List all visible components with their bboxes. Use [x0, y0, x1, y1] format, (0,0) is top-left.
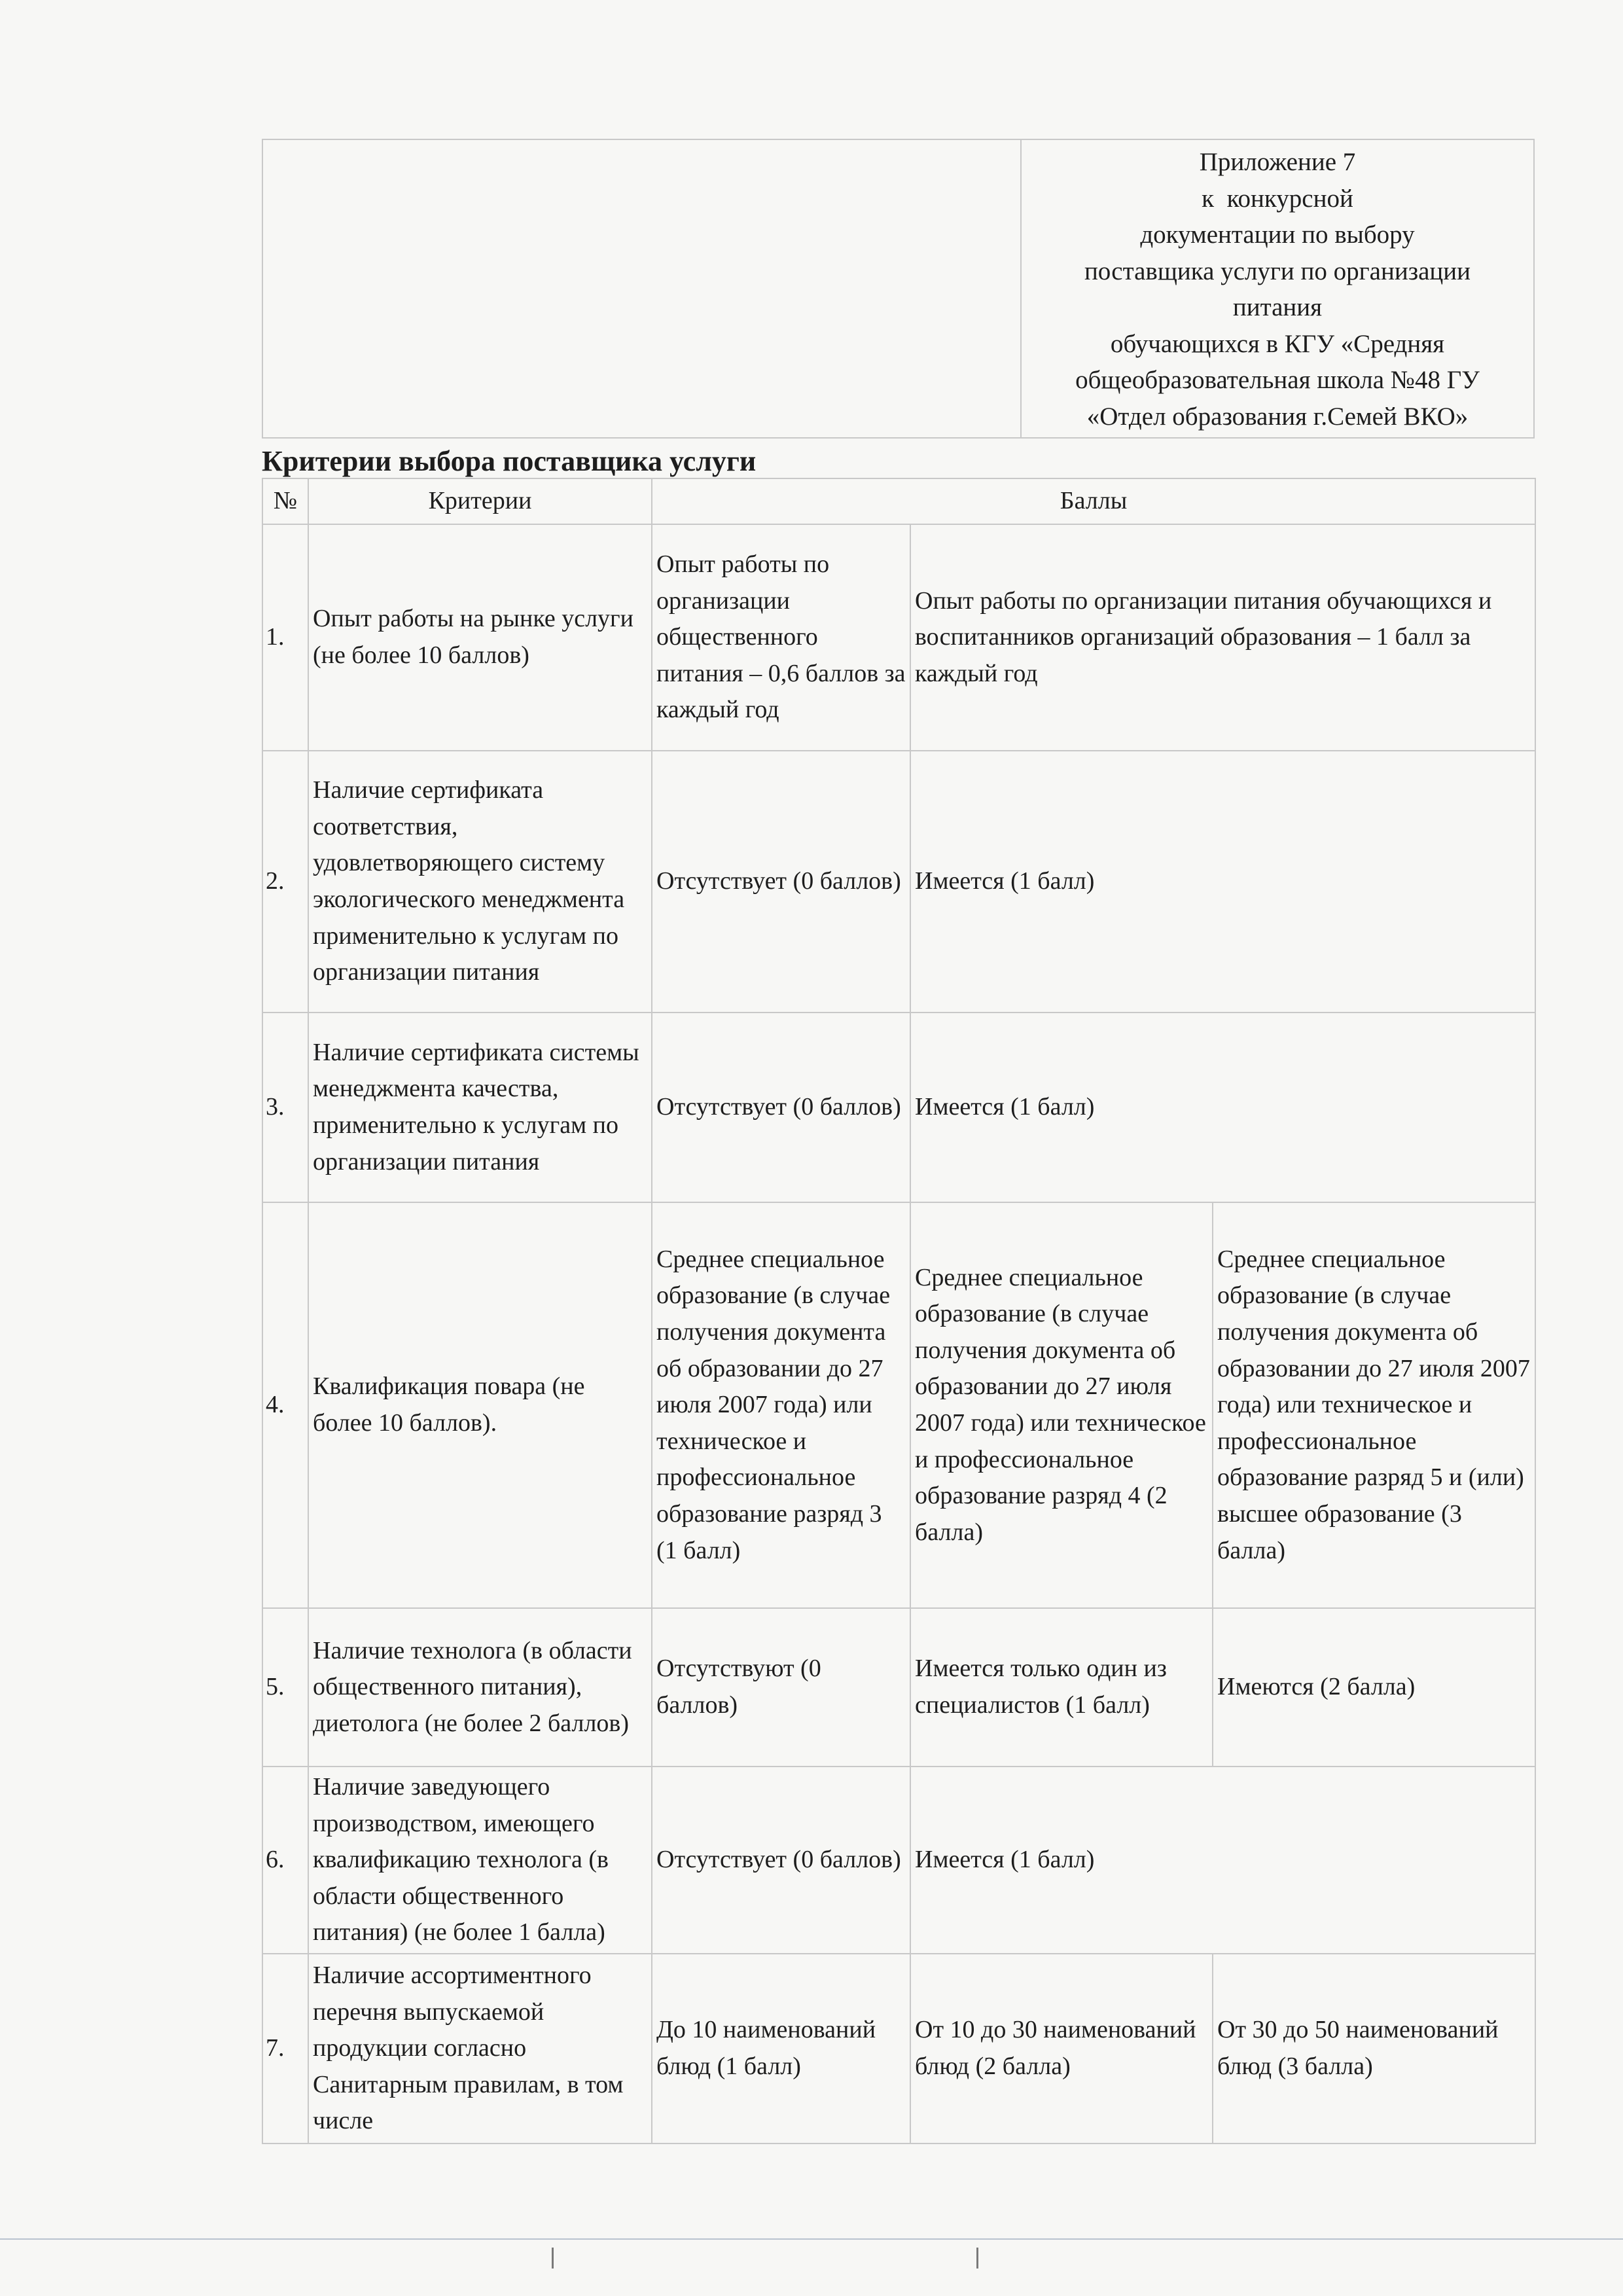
appendix-note	[1021, 139, 1534, 438]
points-cell: Среднее специальное образование (в случае получения документа об образовании до 27 июля 2007 года) или техническое и профессиональное образование разряд 3 (1 балл)	[652, 1202, 910, 1608]
row-number: 4.	[262, 1202, 308, 1608]
row-number: 5.	[262, 1608, 308, 1767]
table-row	[262, 1767, 1535, 1954]
appendix-header-table	[262, 139, 1535, 439]
appendix-line: обучающихся в КГУ «Средняя	[1110, 329, 1445, 358]
points-cell: Опыт работы по организации общественного питания – 0,6 баллов за каждый год	[652, 524, 910, 751]
points-cell: Отсутствует (0 баллов)	[652, 751, 910, 1013]
criterion-cell: Наличие ассортиментного перечня выпускаемой продукции согласно Санитарным правилам, в том числе	[308, 1954, 652, 2144]
points-cell: Имеется (1 балл)	[910, 1013, 1535, 1202]
criteria-table	[262, 478, 1536, 2144]
row-number: 6.	[262, 1767, 308, 1954]
table-row	[262, 1013, 1535, 1202]
table-row	[262, 1608, 1535, 1767]
appendix-line: Приложение 7	[1199, 148, 1356, 176]
row-number: 2.	[262, 751, 308, 1013]
header-num: №	[262, 478, 308, 524]
points-cell: От 30 до 50 наименований блюд (3 балла)	[1213, 1954, 1535, 2144]
criterion-cell: Опыт работы на рынке услуги (не более 10 баллов)	[308, 524, 652, 751]
points-cell: Имеются (2 балла)	[1213, 1608, 1535, 1767]
page-title: Критерии выбора поставщика услуги	[262, 445, 757, 477]
table-row	[262, 1202, 1535, 1608]
criterion-cell: Наличие сертификата системы менеджмента качества, применительно к услугам по организации питания	[308, 1013, 652, 1202]
points-cell: Имеется только один из специалистов (1 балл)	[910, 1608, 1213, 1767]
criterion-cell: Квалификация повара (не более 10 баллов).	[308, 1202, 652, 1608]
row-number: 7.	[262, 1954, 308, 2144]
points-cell: Отсутствует (0 баллов)	[652, 1013, 910, 1202]
row-number: 3.	[262, 1013, 308, 1202]
appendix-line: документации по выбору	[1140, 221, 1415, 249]
document-page	[262, 139, 1535, 2144]
table-header-row	[262, 478, 1535, 524]
criterion-cell: Наличие сертификата соответствия, удовлетворяющего систему экологического менеджмента применительно к услугам по организации питания	[308, 751, 652, 1013]
points-cell: До 10 наименований блюд (1 балл)	[652, 1954, 910, 2144]
header-points: Баллы	[652, 478, 1535, 524]
header-criteria: Критерии	[308, 478, 652, 524]
appendix-line: «Отдел образования г.Семей ВКО»	[1086, 402, 1469, 431]
appendix-line: питания	[1232, 293, 1323, 321]
table-row	[262, 524, 1535, 751]
scan-bottom-rule	[0, 2238, 1623, 2240]
points-cell: От 10 до 30 наименований блюд (2 балла)	[910, 1954, 1213, 2144]
points-cell: Среднее специальное образование (в случае получения документа об образовании до 27 июля 2007 года) или техническое и профессиональное образование разряд 4 (2 балла)	[910, 1202, 1213, 1608]
scan-tick-mark	[552, 2248, 554, 2269]
points-cell: Среднее специальное образование (в случае получения документа об образовании до 27 июля 2007 года) или техническое и профессиональное образование разряд 5 и (или) высшее образование (3 балла)	[1213, 1202, 1535, 1608]
points-cell: Отсутствует (0 баллов)	[652, 1767, 910, 1954]
header-empty-cell	[262, 139, 1021, 438]
table-row	[262, 751, 1535, 1013]
points-cell: Опыт работы по организации питания обучающихся и воспитанников организаций образования – 1 балл за каждый год	[910, 524, 1535, 751]
points-cell: Имеется (1 балл)	[910, 1767, 1535, 1954]
criterion-cell: Наличие заведующего производством, имеющего квалификацию технолога (в области общественного питания) (не более 1 балла)	[308, 1767, 652, 1954]
appendix-line: к конкурсной	[1202, 184, 1353, 213]
appendix-line: общеобразовательная школа №48 ГУ	[1075, 366, 1480, 394]
row-number: 1.	[262, 524, 308, 751]
table-row	[262, 1954, 1535, 2144]
appendix-line: поставщика услуги по организации	[1084, 257, 1471, 285]
points-cell: Отсутствуют (0 баллов)	[652, 1608, 910, 1767]
criterion-cell: Наличие технолога (в области общественного питания), диетолога (не более 2 баллов)	[308, 1608, 652, 1767]
scan-tick-mark	[976, 2248, 978, 2269]
points-cell: Имеется (1 балл)	[910, 751, 1535, 1013]
